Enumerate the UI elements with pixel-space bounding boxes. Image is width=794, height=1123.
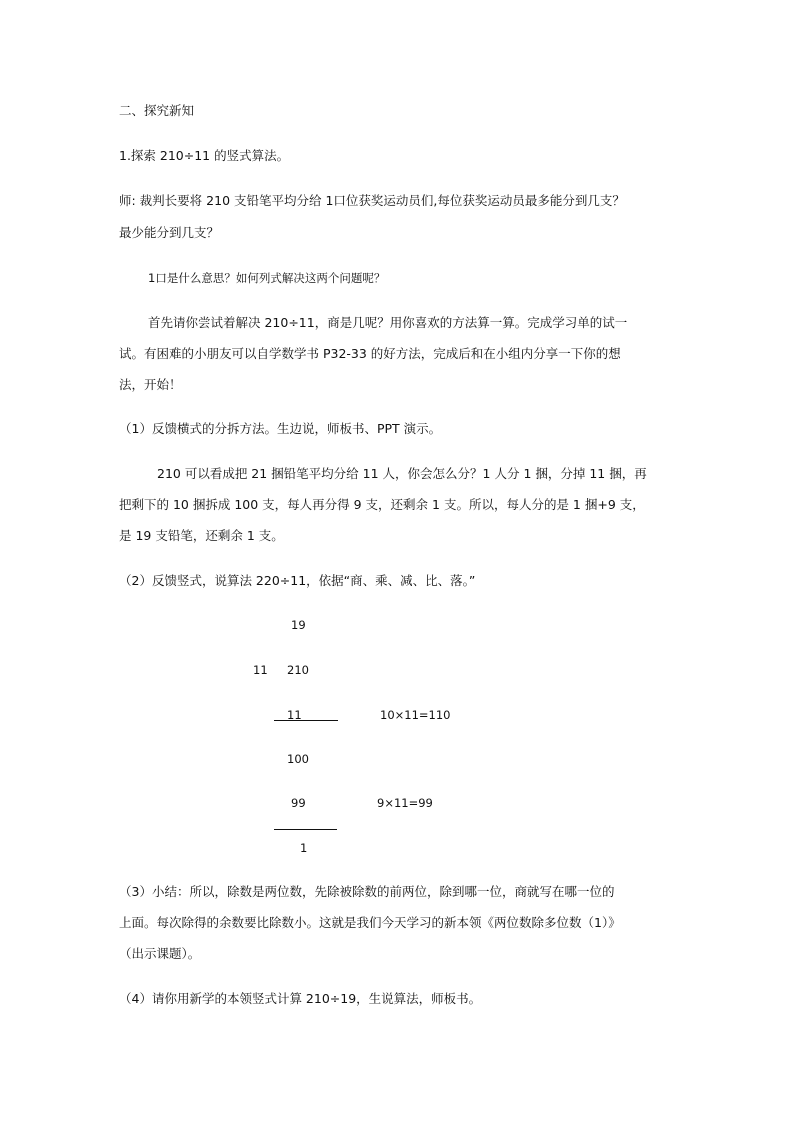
product-1: 11 <box>287 708 302 722</box>
subtraction-line-1 <box>274 720 338 721</box>
paragraph-1-line-3: 法，开始！ <box>119 377 182 392</box>
paragraph-1-line-1: 首先请你尝试着解决 210÷11，商是几呢？用你喜欢的方法算一算。完成学习单的试一 <box>148 315 628 330</box>
teacher-question-line-1: 师: 裁判长要将 210 支铅笔平均分给 1口位获奖运动员们,每位获奖运动员最多能分到几支？ <box>119 193 625 208</box>
paragraph-2-line-2: 把剩下的 10 捆拆成 100 支，每人再分得 9 支，还剩余 1 支。所以，每人分的是 1 捆+9 支， <box>119 497 645 512</box>
product-2: 99 <box>291 796 306 810</box>
quotient: 19 <box>291 618 306 632</box>
step-2: （2）反馈竖式，说算法 220÷11，依据“商、乘、减、比、落。” <box>119 573 476 588</box>
question-line: 1口是什么意思？如何列式解决这两个问题呢？ <box>148 271 386 285</box>
item-1-title: 1.探索 210÷11 的竖式算法。 <box>119 148 290 163</box>
step-4: （4）请你用新学的本领竖式计算 210÷19，生说算法，师板书。 <box>119 991 482 1006</box>
paragraph-2-line-1: 210 可以看成把 21 捆铅笔平均分给 11 人，你会怎么分？1 人分 1 捆，分掉 11 捆，再 <box>157 466 647 481</box>
section-heading: 二、探究新知 <box>119 103 195 118</box>
divisor: 11 <box>253 663 268 677</box>
step-3-line-3: （出示课题）。 <box>119 946 201 961</box>
remainder-1: 100 <box>287 752 309 766</box>
paragraph-2-line-3: 是 19 支铅笔，还剩余 1 支。 <box>119 528 284 543</box>
subtraction-line-2 <box>274 829 337 830</box>
teacher-question-line-2: 最少能分到几支？ <box>119 225 220 240</box>
step-1: （1）反馈横式的分拆方法。生边说，师板书、PPT 演示。 <box>119 421 442 436</box>
step-3-line-2: 上面。每次除得的余数要比除数小。这就是我们今天学习的新本领《两位数除多位数（1）》 <box>119 915 621 930</box>
final-remainder: 1 <box>300 841 308 855</box>
paragraph-1-line-2: 试。有困难的小朋友可以自学数学书 P32-33 的好方法，完成后和在小组内分享一下你的想 <box>119 346 621 361</box>
step-3-line-1: （3）小结：所以，除数是两位数，先除被除数的前两位，除到哪一位，商就写在哪一位的 <box>119 884 615 899</box>
note-2: 9×11=99 <box>377 796 433 810</box>
note-1: 10×11=110 <box>380 708 451 722</box>
dividend: 210 <box>287 663 309 677</box>
